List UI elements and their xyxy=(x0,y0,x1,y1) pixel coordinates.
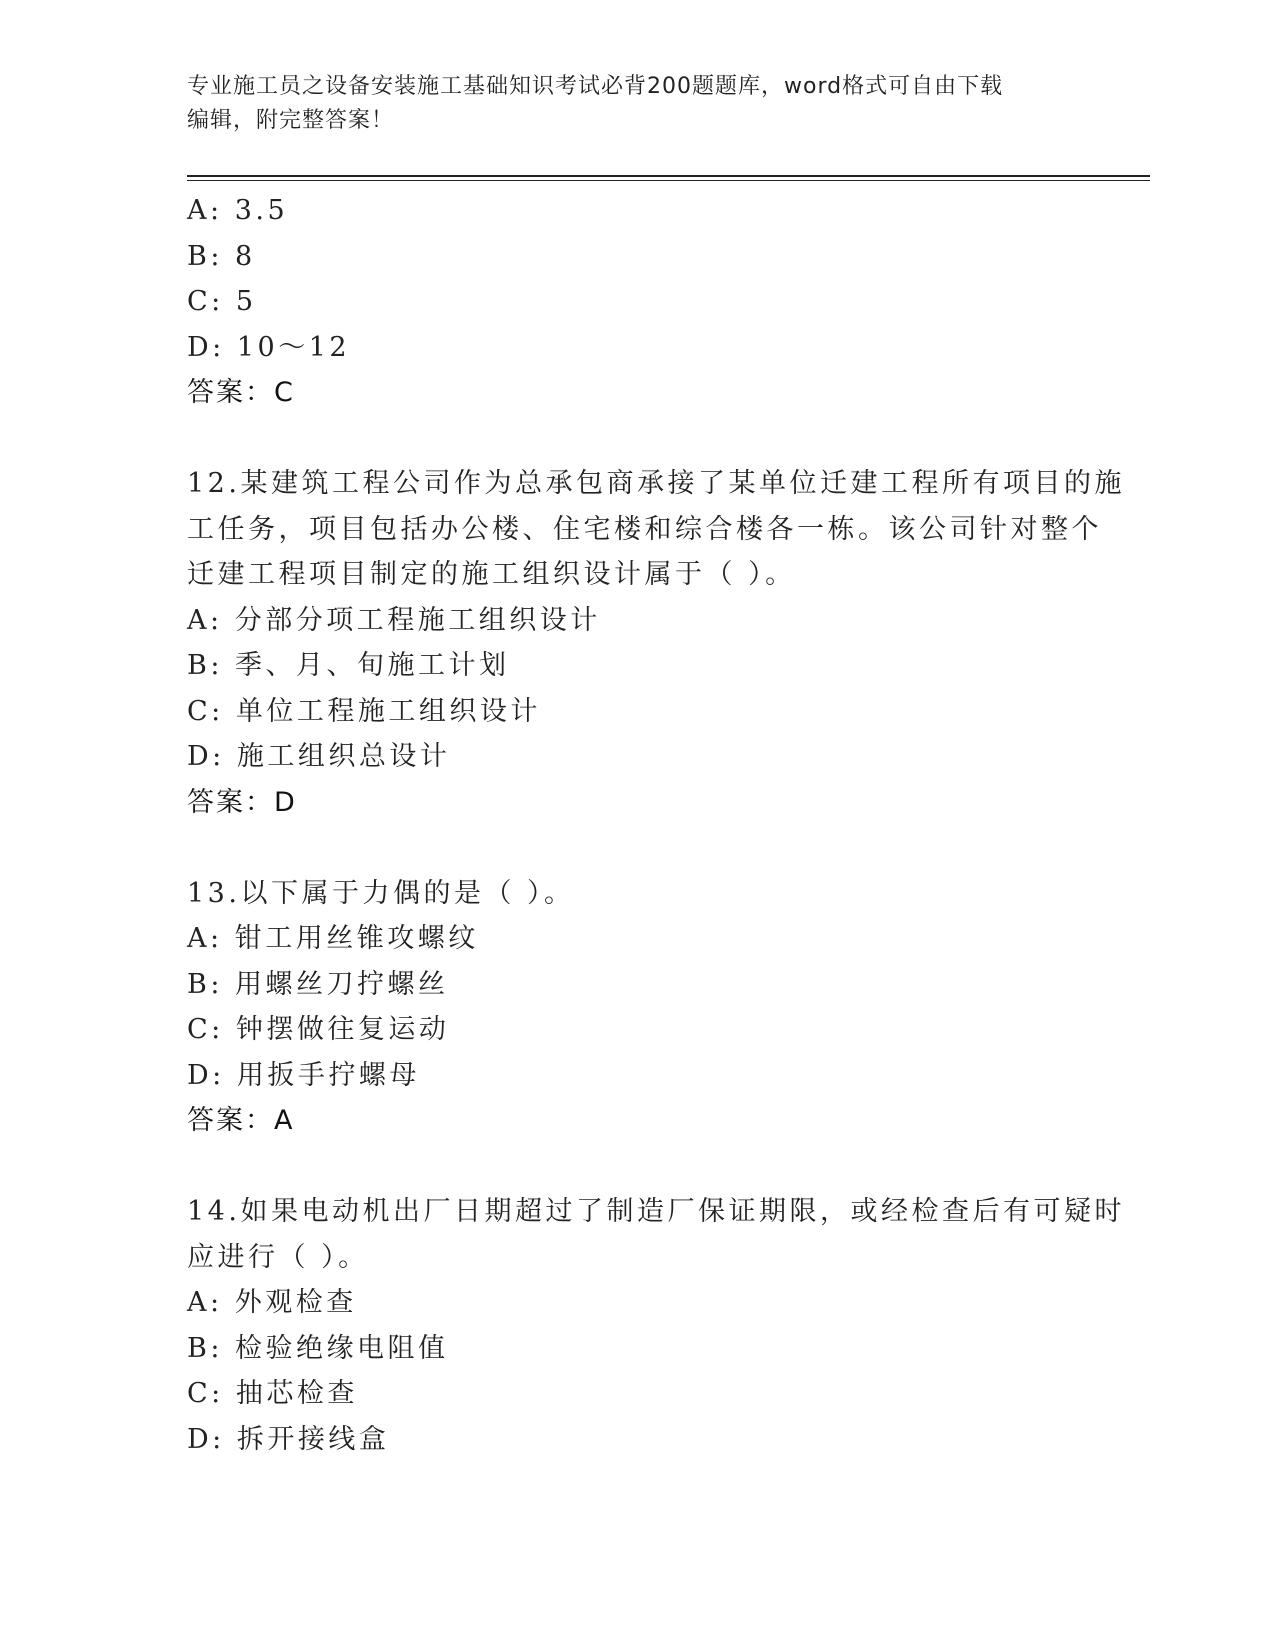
option-label: B: xyxy=(187,240,223,272)
option-b xyxy=(187,962,1087,1008)
option-label: D: xyxy=(187,1059,225,1091)
spacer xyxy=(187,416,1087,462)
document-header xyxy=(187,70,1067,138)
question-12 xyxy=(187,461,1125,825)
spacer xyxy=(187,825,1087,871)
option-a xyxy=(187,188,1087,234)
option-label: B: xyxy=(187,968,223,1000)
option-text: 拆开接线盒 xyxy=(236,1423,390,1455)
option-d xyxy=(187,325,1087,371)
question-stem-line: 工任务，项目包括办公楼、住宅楼和综合楼各一栋。该公司针对整个 xyxy=(187,513,1102,545)
question-stem-line: 迁建工程项目制定的施工组织设计属于（ ）。 xyxy=(187,559,796,590)
option-label: A: xyxy=(187,1287,223,1318)
option-d xyxy=(187,1053,1087,1099)
option-a xyxy=(187,598,1087,644)
question-11-options xyxy=(187,188,1087,416)
question-list xyxy=(187,188,1125,1462)
option-label: C: xyxy=(187,695,224,727)
option-text: 用螺丝刀拧螺丝 xyxy=(235,968,449,1000)
header-title-line-1: 专业施工员之设备安装施工基础知识考试必背200题题库，word格式可自由下载 xyxy=(187,74,1004,99)
question-13 xyxy=(187,871,1087,1144)
question-14 xyxy=(187,1189,1125,1462)
option-label: B: xyxy=(187,1332,223,1364)
option-b xyxy=(187,234,1087,280)
option-text: 10～12 xyxy=(236,331,351,363)
header-title-line-2: 编辑，附完整答案！ xyxy=(187,108,395,133)
option-text: 8 xyxy=(235,240,256,272)
option-b xyxy=(187,1326,1087,1372)
option-c xyxy=(187,279,1087,325)
option-text: 钳工用丝锥攻螺纹 xyxy=(234,923,479,954)
option-text: 钟摆做往复运动 xyxy=(235,1014,450,1045)
header-divider-thin xyxy=(187,180,1150,181)
question-stem-line: 14.如果电动机出厂日期超过了制造厂保证期限，或经检查后有可疑时 xyxy=(187,1196,1125,1227)
option-text: 抽芯检查 xyxy=(235,1378,358,1409)
option-text: 施工组织总设计 xyxy=(236,741,451,772)
header-divider-thick xyxy=(187,175,1150,177)
option-text: 分部分项工程施工组织设计 xyxy=(234,604,601,636)
option-text: 3.5 xyxy=(234,195,289,226)
option-c xyxy=(187,1007,1087,1053)
option-text: 外观检查 xyxy=(234,1287,357,1318)
option-label: C: xyxy=(187,1378,224,1409)
option-text: 用扳手拧螺母 xyxy=(236,1059,420,1091)
option-text: 单位工程施工组织设计 xyxy=(235,695,541,727)
question-12-answer: 答案：D xyxy=(187,786,297,818)
option-label: A: xyxy=(187,604,223,636)
option-label: A: xyxy=(187,195,223,226)
question-13-answer: 答案：A xyxy=(187,1105,295,1136)
option-label: D: xyxy=(187,1423,225,1455)
option-label: D: xyxy=(187,741,225,772)
option-text: 季、月、旬施工计划 xyxy=(235,650,510,681)
option-b xyxy=(187,643,1087,689)
option-c xyxy=(187,689,1087,735)
question-stem-line: 应进行（ ）。 xyxy=(187,1241,369,1273)
option-a xyxy=(187,916,1087,962)
option-label: A: xyxy=(187,923,223,954)
option-d xyxy=(187,734,1087,780)
option-label: B: xyxy=(187,650,223,681)
question-11-answer: 答案：C xyxy=(187,377,295,408)
option-c xyxy=(187,1371,1087,1417)
question-stem-line: 13.以下属于力偶的是（ ）。 xyxy=(187,877,575,909)
option-d xyxy=(187,1417,1087,1463)
option-label: C: xyxy=(187,286,224,317)
option-label: D: xyxy=(187,331,225,363)
question-stem-line: 12.某建筑工程公司作为总承包商承接了某单位迁建工程所有项目的施 xyxy=(187,468,1125,499)
option-text: 检验绝缘电阻值 xyxy=(235,1332,449,1364)
option-text: 5 xyxy=(235,286,257,317)
option-label: C: xyxy=(187,1014,224,1045)
spacer xyxy=(187,1144,1087,1190)
option-a xyxy=(187,1280,1087,1326)
